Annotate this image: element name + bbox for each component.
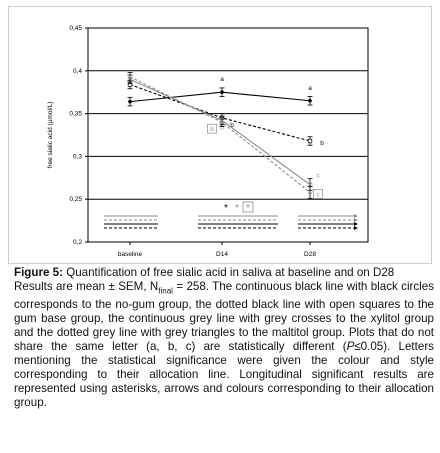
y-tick-label: 0,25 xyxy=(69,196,82,204)
y-tick-label: 0,3 xyxy=(72,153,82,161)
data-point xyxy=(308,99,312,103)
y-tick-label: 0,35 xyxy=(69,110,82,118)
significance-letter: b xyxy=(320,139,324,147)
caption-body-part: ≤0.05). Letters mentioning the statistical significance were given the colour and style corresponding to their allocation line. Longitudinal significant results are represented using asterisks, arrows and colours corresponding to their allocation group. xyxy=(14,340,434,410)
significance-letter: c xyxy=(316,172,320,180)
caption-title-line xyxy=(14,266,434,280)
x-tick-label: baseline xyxy=(117,251,143,258)
line-chart xyxy=(8,6,432,264)
caption-body-part: = 258. The continuous black line with black circles corresponds to the no-gum group, the dotted black line with open squares to the gum base group, the continuous grey line with grey crosses to the xylitol group and the dotted grey line with grey triangles to the maltitol group. Plots that do not share the same letter (a, b, c) are statistically different ( xyxy=(14,280,434,354)
significance-letter: b xyxy=(210,126,214,134)
x-tick-label: D14 xyxy=(216,251,228,258)
caption-subscript: final xyxy=(158,286,173,296)
y-tick-label: 0,45 xyxy=(69,25,82,32)
significance-letter: a xyxy=(220,76,224,84)
caption-title: Quantification of free sialic acid in saliva at baseline and on D28 xyxy=(62,266,395,279)
caption-body-part: Results are mean ± SEM, N xyxy=(14,280,159,293)
longitudinal-asterisk: * xyxy=(224,203,228,214)
figure-label: Figure 5: xyxy=(14,266,63,279)
y-tick-label: 0,4 xyxy=(72,67,82,75)
figure-caption xyxy=(14,266,434,410)
data-point xyxy=(220,90,224,94)
x-tick-label: D28 xyxy=(304,251,316,258)
caption-body xyxy=(14,280,434,410)
longitudinal-asterisk: * xyxy=(246,203,250,214)
significance-letter: c xyxy=(316,191,320,199)
y-axis-label: free sialic acid (µmol/L) xyxy=(47,101,54,169)
significance-letter: b xyxy=(220,124,224,132)
data-point xyxy=(128,100,132,104)
significance-letter: a xyxy=(308,84,312,92)
plot-area xyxy=(88,28,368,242)
longitudinal-asterisk: * xyxy=(235,203,239,214)
y-tick-label: 0,2 xyxy=(72,239,82,246)
data-point xyxy=(308,139,312,143)
significance-letter: b xyxy=(230,121,234,129)
caption-p-symbol: P xyxy=(346,340,355,354)
